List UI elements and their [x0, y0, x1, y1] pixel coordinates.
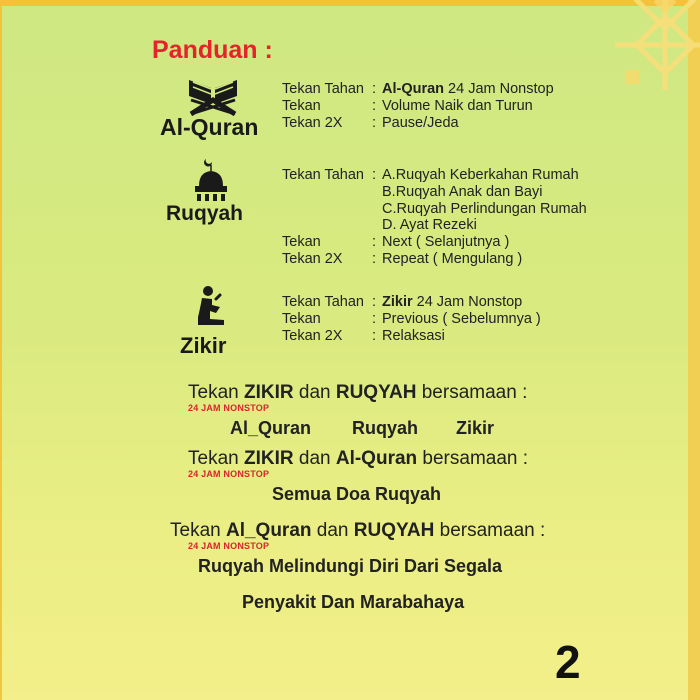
instruction-line: D. Ayat Rezeki [382, 217, 477, 234]
instruction-line: C.Ruqyah Perlindungan Rumah [382, 200, 587, 217]
instruction-line: Tekan : Next ( Selanjutnya ) [282, 234, 510, 251]
instruction-line: Tekan 2X : Pause/Jeda [282, 114, 459, 131]
quran-on-stand-icon [185, 74, 241, 116]
zikir-instructions [282, 294, 541, 344]
combo-instruction: Tekan ZIKIR dan Al-Quran bersamaan : [188, 448, 529, 469]
nonstop-tag: 24 JAM NONSTOP [188, 469, 270, 479]
geometric-ornament-icon [605, 0, 700, 90]
page-title: Panduan : [152, 36, 273, 64]
instruction-line: Tekan : Volume Naik dan Turun [282, 97, 533, 114]
combo-result: Zikir [456, 418, 495, 438]
praying-person-icon [190, 285, 230, 327]
nonstop-tag: 24 JAM NONSTOP [188, 541, 270, 551]
instruction-line: Tekan Tahan : Zikir 24 Jam Nonstop [282, 294, 523, 310]
mosque-icon [193, 156, 229, 202]
instruction-line: Tekan 2X : Repeat ( Mengulang ) [282, 250, 523, 267]
combo-result: Al_Quran [230, 418, 312, 438]
instruction-line: Tekan : Previous ( Sebelumnya ) [282, 310, 541, 327]
instruction-line: Tekan Tahan : Al-Quran 24 Jam Nonstop [282, 81, 554, 97]
instruction-line: Tekan Tahan : A.Ruqyah Keberkahan Rumah [282, 167, 579, 183]
section-label-ruqyah: Ruqyah [166, 202, 244, 225]
combo-instruction: Tekan Al_Quran dan RUQYAH bersamaan : [170, 520, 546, 541]
combo-instruction: Tekan ZIKIR dan RUQYAH bersamaan : [188, 382, 528, 403]
ruqyah-instructions [282, 167, 587, 268]
section-label-zikir: Zikir [180, 333, 227, 358]
nonstop-tag: 24 JAM NONSTOP [188, 403, 270, 413]
al-quran-instructions [282, 81, 554, 131]
page-number: 2 [555, 636, 581, 688]
instruction-line: Tekan 2X : Relaksasi [282, 327, 445, 344]
combo-result: Ruqyah [352, 418, 419, 438]
right-border-strip [688, 0, 700, 700]
section-label-al-quran: Al-Quran [160, 114, 259, 140]
instruction-line: B.Ruqyah Anak dan Bayi [382, 183, 543, 200]
combo-result: Penyakit Dan Marabahaya [242, 592, 465, 612]
combo-result: Ruqyah Melindungi Diri Dari Segala [198, 556, 503, 576]
combo-result: Semua Doa Ruqyah [272, 484, 442, 504]
